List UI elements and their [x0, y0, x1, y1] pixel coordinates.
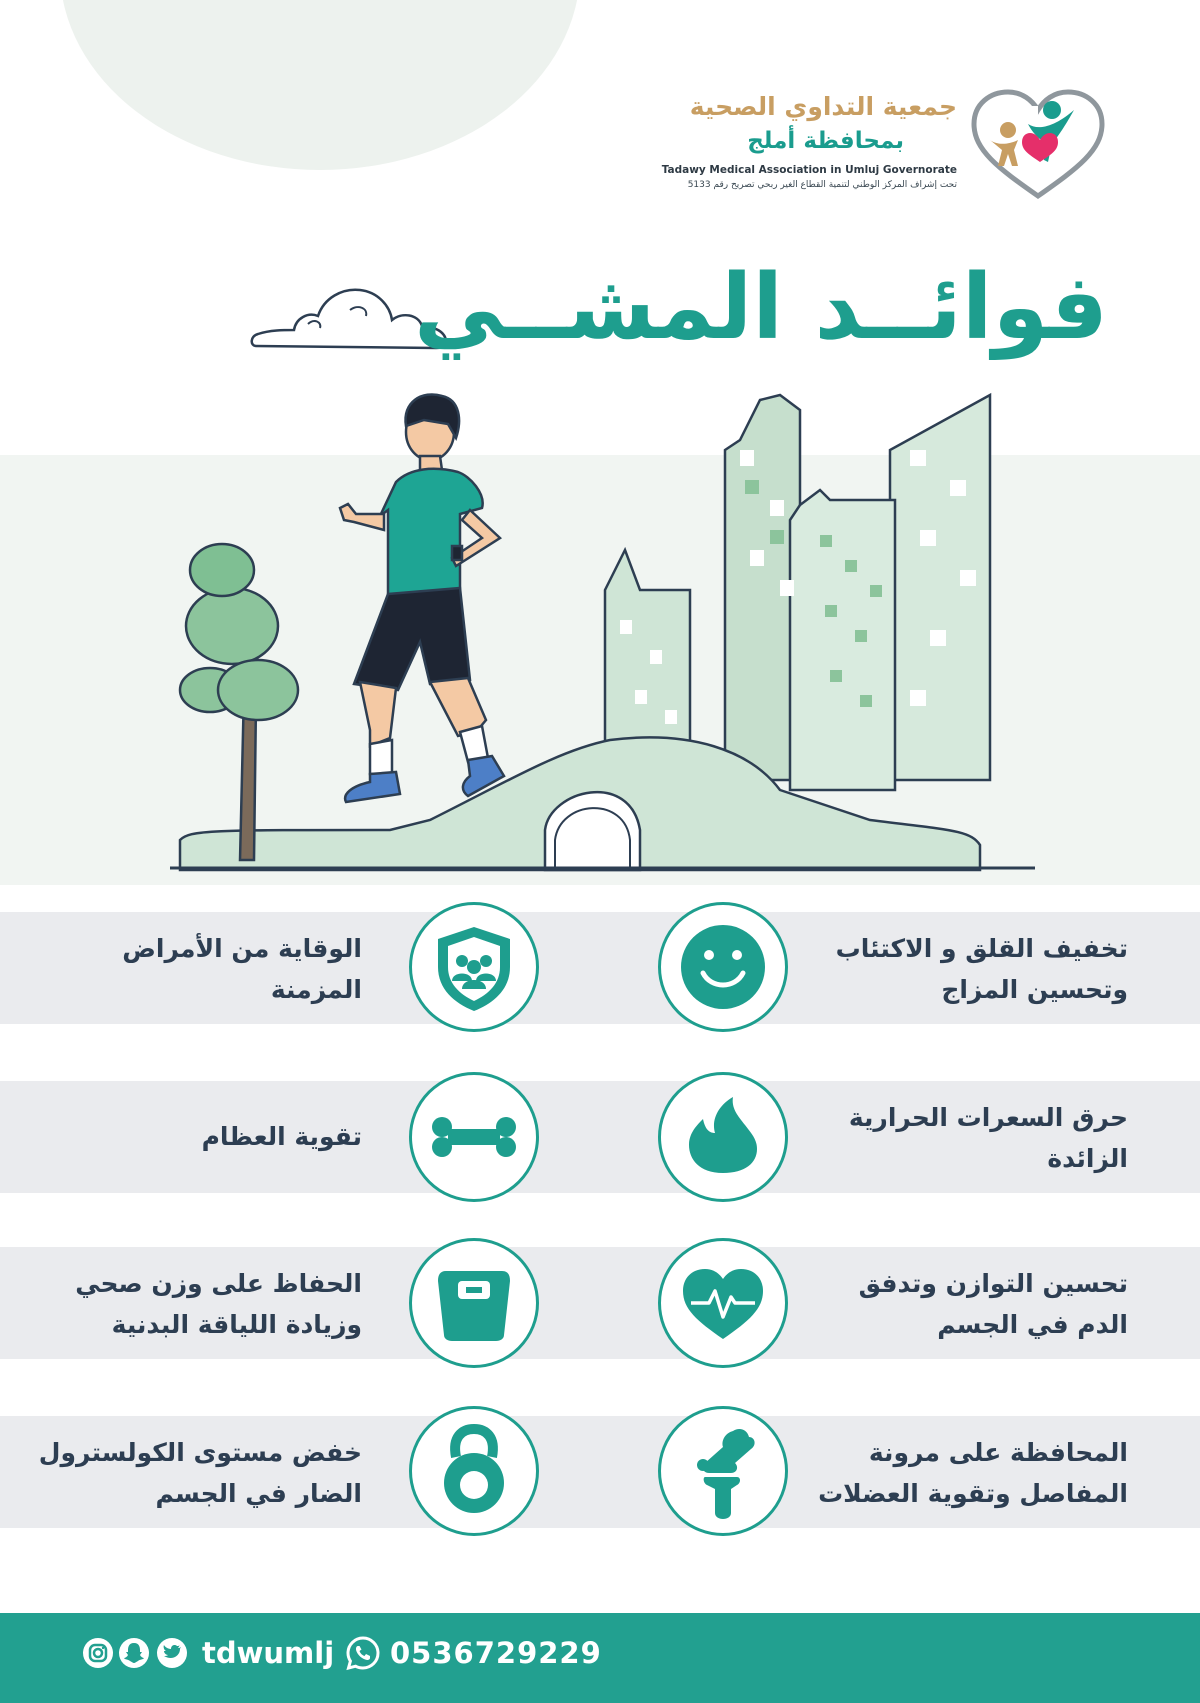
benefit-bones	[22, 1116, 362, 1157]
twitter-icon[interactable]	[156, 1637, 188, 1669]
association-logo	[968, 88, 1108, 200]
benefit-line: المحافظة على مرونة	[868, 1438, 1128, 1467]
benefit-bones-ring	[409, 1072, 539, 1202]
benefit-weight	[22, 1263, 362, 1345]
benefit-line: تحسين التوازن وتدفق	[858, 1269, 1128, 1298]
benefit-joints-ring	[658, 1406, 788, 1536]
shield-people-icon	[412, 905, 536, 1029]
benefit-line: تقوية العظام	[201, 1122, 362, 1151]
benefit-line: الضار في الجسم	[155, 1479, 362, 1508]
license-note: تحت إشراف المركز الوطني لتنمية القطاع الغير ربحي تصريح رقم 5133	[687, 180, 957, 190]
tree-illustration	[180, 544, 298, 860]
benefit-line: وتحسين المزاج	[941, 975, 1128, 1004]
whatsapp-icon[interactable]	[345, 1635, 381, 1671]
benefit-balance	[788, 1263, 1128, 1345]
benefit-line: وزيادة اللياقة البدنية	[111, 1310, 362, 1339]
benefit-anxiety-ring	[658, 902, 788, 1032]
background-blob	[60, 0, 580, 170]
kettlebell-icon	[412, 1409, 536, 1533]
fire-icon	[661, 1075, 785, 1199]
benefit-chronic	[22, 928, 362, 1010]
heart-pulse-icon	[661, 1241, 785, 1365]
social-handle[interactable]: tdwumlj	[202, 1636, 335, 1670]
benefit-balance-ring	[658, 1238, 788, 1368]
benefit-line: الدم في الجسم	[937, 1310, 1128, 1339]
snapchat-icon[interactable]	[118, 1637, 150, 1669]
bone-icon	[412, 1075, 536, 1199]
benefit-line: تخفيف القلق و الاكتئاب	[835, 934, 1128, 963]
benefit-calories	[788, 1097, 1128, 1179]
benefit-cholesterol-ring	[409, 1406, 539, 1536]
walking-scene-illustration	[170, 390, 1050, 875]
weight-scale-icon	[412, 1241, 536, 1365]
benefit-line: الوقاية من الأمراض	[122, 934, 362, 963]
association-name-ar: جمعية التداوي الصحية	[689, 92, 957, 121]
benefit-chronic-ring	[409, 902, 539, 1032]
smile-face-icon	[661, 905, 785, 1029]
association-city-ar: بمحافظة أملج	[747, 128, 904, 154]
benefit-line: المفاصل وتقوية العضلات	[818, 1479, 1128, 1508]
benefit-weight-ring	[409, 1238, 539, 1368]
benefit-line: خفض مستوى الكولسترول	[38, 1438, 362, 1467]
benefit-calories-ring	[658, 1072, 788, 1202]
benefit-joints	[788, 1432, 1128, 1514]
benefit-line: الزائدة	[1047, 1144, 1128, 1173]
association-name-en: Tadawy Medical Association in Umluj Governorate	[661, 164, 957, 176]
walking-man-illustration	[340, 394, 504, 802]
benefit-line: حرق السعرات الحرارية	[848, 1103, 1128, 1132]
phone-number[interactable]: 0536729229	[390, 1636, 602, 1670]
city-buildings	[605, 395, 990, 790]
benefit-anxiety	[788, 928, 1128, 1010]
page-title: فوائــد المشــي	[414, 255, 1108, 360]
benefit-line: الحفاظ على وزن صحي	[75, 1269, 362, 1298]
instagram-icon[interactable]	[82, 1637, 114, 1669]
knee-joint-icon	[661, 1409, 785, 1533]
benefit-cholesterol	[22, 1432, 362, 1514]
benefit-line: المزمنة	[270, 975, 362, 1004]
